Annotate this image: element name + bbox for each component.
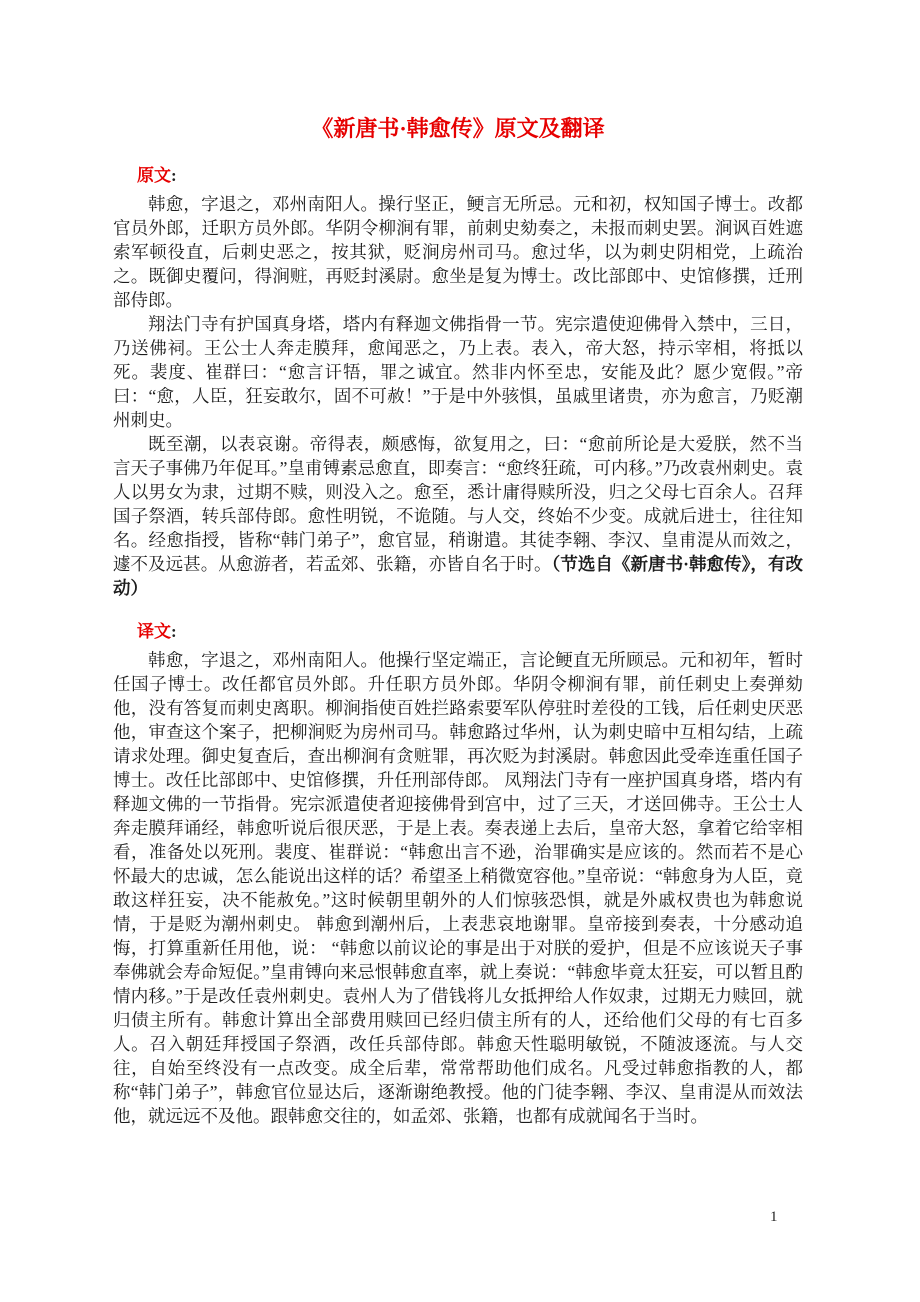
original-label-colon: : (171, 166, 177, 185)
translation-label-text: 译文 (137, 622, 171, 641)
original-paragraph-2: 翔法门寺有护国真身塔，塔内有释迦文佛指骨一节。宪宗遣使迎佛骨入禁中，三日，乃送佛祠。王公士人奔走膜拜，愈闻恶之，乃上表。表入，帝大怒，持示宰相，将抵以死。裴度、崔群曰：“愈言讦牾，罪之诚宜。然非内怀至忠，安能及此？愿少宽假。”帝曰：“愈，人臣，狂妄敢尔，固不可赦！”于是中外骇惧，虽戚里诸贵，亦为愈言，乃贬潮州刺史。 (113, 314, 803, 430)
original-label-text: 原文 (137, 166, 171, 185)
original-paragraph-1: 韩愈，字退之，邓州南阳人。操行坚正，鲠言无所忌。元和初，权知国子博士。改都官员外郎，迁职方员外郎。华阴令柳涧有罪，前刺史劾奏之，未报而刺史罢。涧讽百姓遮索军顿役直，后刺史恶之，按其狱，贬涧房州司马。愈过华，以为刺史阴相党，上疏治之。既御史覆问，得涧赃，再贬封溪尉。愈坐是复为博士。改比部郎中、史馆修撰，迁刑部侍郎。 (113, 194, 803, 310)
original-paragraph-3-text: 既至潮，以表哀谢。帝得表，颇感悔，欲复用之，曰：“愈前所论是大爱朕，然不当言天子事佛乃年促耳。”皇甫镈素忌愈直，即奏言：“愈终狂疏，可内移。”乃改袁州刺史。袁人以男女为隶，过期不赎，则没入之。愈至，悉计庸得赎所没，归之父母七百余人。召拜国子祭酒，转兵部侍郎。愈性明锐，不诡随。与人交，终始不少变。成就后进士，往往知名。经愈指授，皆称“韩门弟子”，愈官显，稍谢遣。其徒李翱、李汉、皇甫湜从而效之，遽不及远甚。从愈游者，若孟郊、张籍，亦皆自名于时。 (113, 434, 803, 574)
page-number: 1 (770, 1209, 778, 1225)
page-title: 《新唐书·韩愈传》原文及翻译 (311, 116, 605, 141)
translation-section-label (113, 620, 803, 644)
translation-paragraph: 韩愈，字退之，邓州南阳人。他操行坚定端正，言论鲠直无所顾忌。元和初年，暂时任国子博士。改任都官员外郎。升任职方员外郎。华阴令柳涧有罪，前任刺史上奏弹劾他，没有答复而刺史离职。柳涧指使百姓拦路索要军队停驻时差役的工钱，后任刺史厌恶他，审查这个案子，把柳涧贬为房州司马。韩愈路过华州，认为刺史暗中互相勾结，上疏请求处理。御史复查后，查出柳涧有贪赃罪，再次贬为封溪尉。韩愈因此受牵连重任国子博士。改任比部郎中、史馆修撰，升任刑部侍郎。 凤翔法门寺有一座护国真身塔，塔内有释迦文佛的一节指骨。宪宗派遣使者迎接佛骨到宫中，过了三天，才送回佛寺。王公士人奔走膜拜诵经，韩愈听说后很厌恶，于是上表。奏表递上去后，皇帝大怒，拿着它给宰相看，准备处以死刑。裴度、崔群说：“韩愈出言不逊，治罪确实是应该的。然而若不是心怀最大的忠诚，怎么能说出这样的话？希望圣上稍微宽容他。”皇帝说：“韩愈身为人臣，竟敢这样狂妄，决不能赦免。”这时候朝里朝外的人们惊骇恐惧，就是外戚权贵也为韩愈说情，于是贬为潮州刺史。 韩愈到潮州后，上表悲哀地谢罪。皇帝接到奏表，十分感动追悔，打算重新任用他，说： “韩愈以前议论的事是出于对朕的爱护，但是不应该说天子事奉佛就会寿命短促。”皇甫镈向来忌恨韩愈直率，就上奏说：“韩愈毕竟太狂妄，可以暂且酌情内移。”于是改任袁州刺史。袁州人为了借钱将儿女抵押给人作奴隶，过期无力赎回，就归债主所有。韩愈计算出全部费用赎回已经归债主所有的人，还给他们父母的有七百多人。召入朝廷拜授国子祭酒，改任兵部侍郎。韩愈天性聪明敏锐，不随波逐流。与人交往，自始至终没有一点改变。成全后辈，常常帮助他们成名。凡受过韩愈指教的人，都称“韩门弟子”，韩愈官位显达后，逐渐谢绝教授。他的门徒李翱、李汉、皇甫湜从而效法他，就远远不及他。跟韩愈交往的，如孟郊、张籍，也都有成就闻名于当时。 (113, 650, 803, 1126)
document-content (113, 114, 803, 1128)
original-paragraph-3 (113, 432, 803, 600)
translation-label-colon: : (171, 622, 177, 641)
source-note: （节选自《新唐书·韩愈传》，有改动） (113, 554, 804, 598)
original-section-label (113, 164, 803, 188)
